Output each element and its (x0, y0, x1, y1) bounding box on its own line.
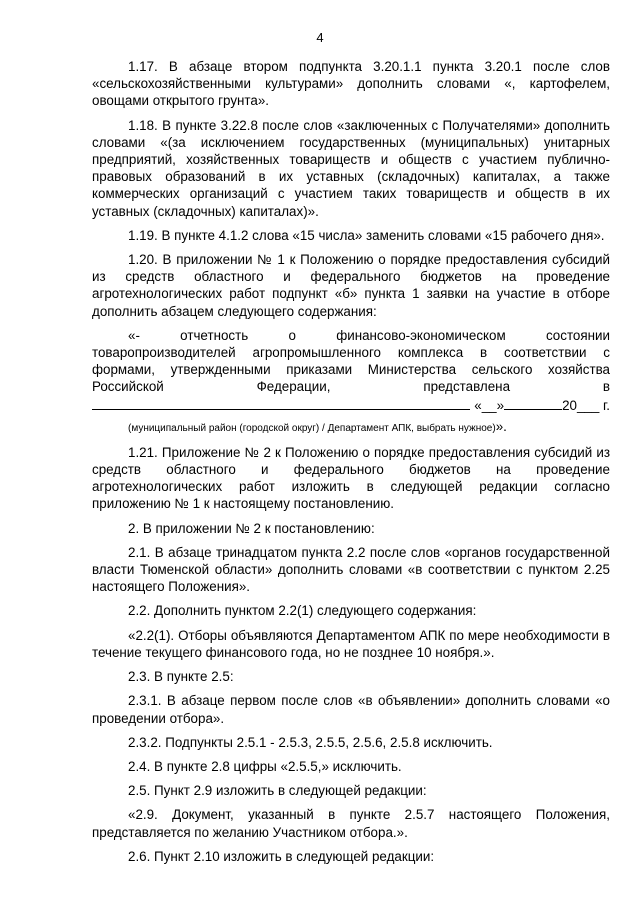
date-year-blank: 20___ г. (562, 397, 610, 413)
fill-in-blank-row (92, 396, 610, 414)
blank-hint-note (128, 420, 610, 436)
document-body (92, 58, 610, 872)
quote-line: товаропроизводителей агропромышленного комплекса в соответствии с (92, 345, 610, 361)
quote-line: формами, утвержденными приказами Министерства сельского хозяйства (92, 362, 610, 378)
date-month-blank (504, 409, 562, 410)
paragraph-2-2: 2.2. Дополнить пунктом 2.2(1) следующего содержания: (128, 603, 477, 619)
quote-close: ». (495, 418, 507, 434)
paragraph-1-21: 1.21. Приложение № 2 к Положению о порядке предоставления субсидий из средств областного и федерального бюджетов на проведение агротехнологических работ изложить в следующей редакции согласно приложению № 1 к настоящему постановлению. (92, 444, 610, 512)
date-day-blank: «__» (474, 397, 505, 413)
paragraph-2-3: 2.3. В пункте 2.5: (128, 669, 234, 685)
blank-hint-text: (муниципальный район (городской округ) / Департамент АПК, выбрать нужное) (128, 422, 496, 434)
paragraph-1-20: 1.20. В приложении № 1 к Положению о порядке предоставления субсидий из средств областного и федерального бюджетов на проведение агротехнологических работ подпункт «б» пункта 1 заявки на участие в отборе дополнить абзацем следующего содержания: (92, 252, 610, 319)
paragraph-2: 2. В приложении № 2 к постановлению: (128, 520, 375, 536)
paragraph-2-2-1-quote: «2.2(1). Отборы объявляются Департаментом АПК по мере необходимости в течение текущего финансового года, но не позднее 10 ноября.». (92, 627, 610, 660)
paragraph-2-1: 2.1. В абзаце тринадцатом пункта 2.2 после слов «органов государственной власти Тюменской области» дополнить словами «в соответствии с пунктом 2.25 настоящего Положения». (92, 544, 610, 595)
paragraph-1-19: 1.19. В пункте 4.1.2 слова «15 числа» заменить словами «15 рабочего дня». (128, 227, 605, 243)
quote-line: «- отчетность о финансово-экономическом состоянии (128, 327, 610, 343)
inserted-paragraph-quote (92, 327, 610, 436)
quote-line: Российской Федерации, представлена в (92, 379, 610, 395)
paragraph-2-4: 2.4. В пункте 2.8 цифры «2.5.5,» исключить. (128, 758, 402, 774)
paragraph-2-5: 2.5. Пункт 2.9 изложить в следующей редакции: (128, 783, 427, 799)
paragraph-1-18: 1.18. В пункте 3.22.8 после слов «заключенных с Получателями» дополнить словами «(за исключением государственных (муниципальных) унитарных предприятий, хозяйственных товариществ и обществ с участием публично-правовых образований в их уставных (складочных) капиталах, а также коммерческих организаций с участием таких товариществ и обществ в их уставных (складочных) капиталах)». (92, 117, 610, 219)
page-number: 4 (316, 30, 324, 45)
paragraph-2-9-quote: «2.9. Документ, указанный в пункте 2.5.7 настоящего Положения, представляется по желанию Участником отбора.». (92, 807, 610, 840)
blank-line (92, 396, 470, 410)
paragraph-1-17: 1.17. В абзаце втором подпункта 3.20.1.1 пункта 3.20.1 после слов «сельскохозяйственными культурами» дополнить словами «, картофелем, овощами открытого грунта». (92, 59, 610, 109)
paragraph-2-3-2: 2.3.2. Подпункты 2.5.1 - 2.5.3, 2.5.5, 2.5.6, 2.5.8 исключить. (128, 734, 493, 750)
paragraph-2-3-1: 2.3.1. В абзаце первом после слов «в объявлении» дополнить словами «о проведении отбора». (92, 693, 610, 726)
paragraph-2-6: 2.6. Пункт 2.10 изложить в следующей редакции: (128, 848, 435, 864)
